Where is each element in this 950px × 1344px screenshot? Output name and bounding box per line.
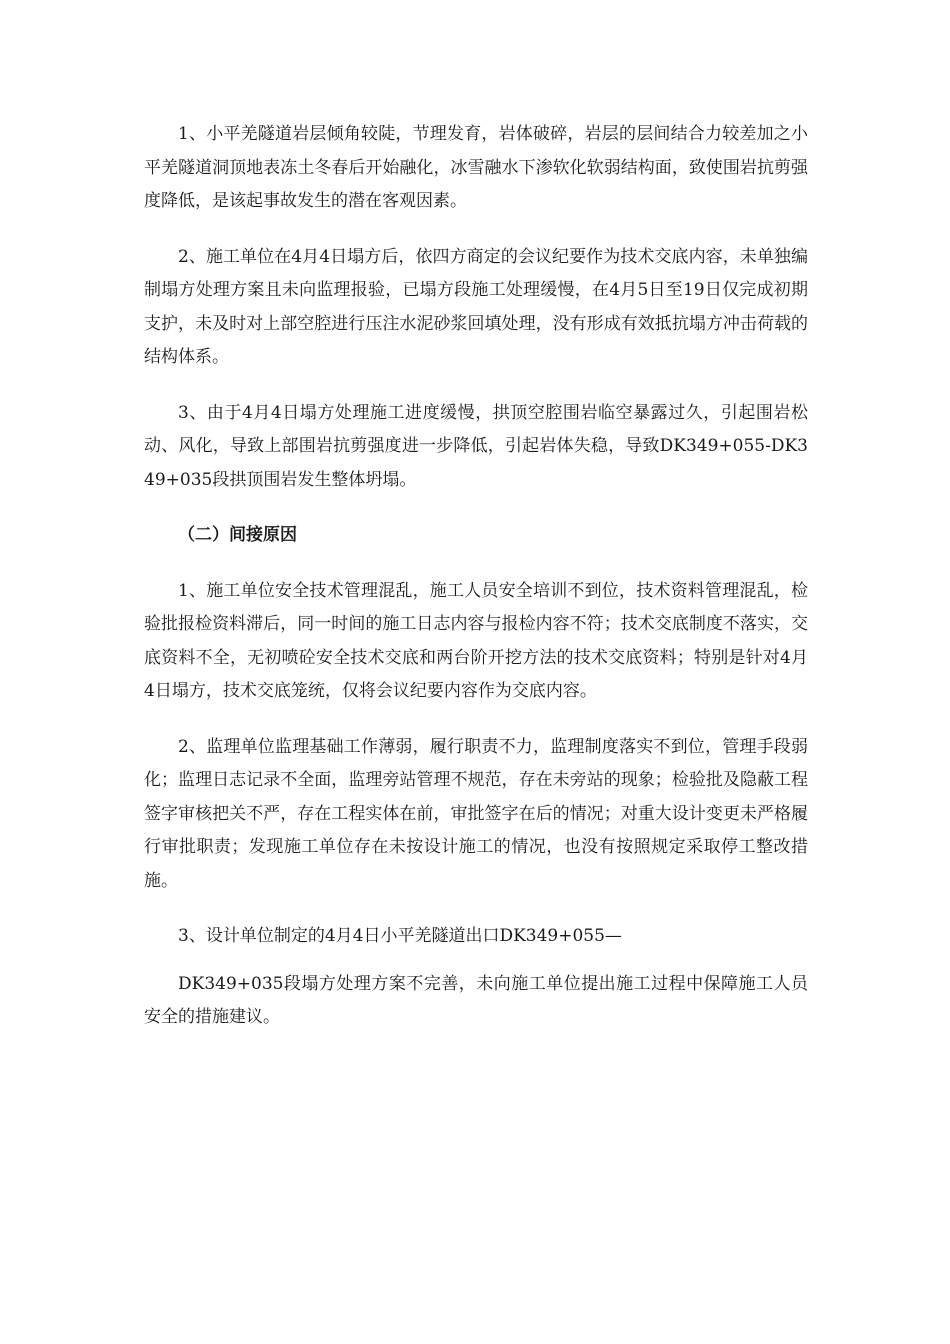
paragraph-indirect-cause-1: 1、施工单位安全技术管理混乱，施工人员安全培训不到位，技术资料管理混乱，检验批报检资料滞后，同一时间的施工日志内容与报检内容不符；技术交底制度不落实，交底资料不全，无初喷砼安全技术交底和两台阶开挖方法的技术交底资料；特别是针对4月4日塌方，技术交底笼统，仅将会议纪要内容作为交底内容。 [144, 580, 808, 701]
section-heading-indirect-causes: （二）间接原因 [178, 525, 297, 545]
paragraph-direct-cause-1: 1、小平羌隧道岩层倾角较陡，节理发育，岩体破碎，岩层的层间结合力较差加之小平羌隧道洞顶地表冻土冬春后开始融化，冰雪融水下渗软化软弱结构面，致使围岩抗剪强度降低，是该起事故发生的潜在客观因素。 [144, 124, 808, 211]
paragraph-indirect-cause-3-start: 3、设计单位制定的4月4日小平羌隧道出口DK349+055— [178, 926, 622, 946]
paragraph-direct-cause-2: 2、施工单位在4月4日塌方后，依四方商定的会议纪要作为技术交底内容，未单独编制塌方处理方案且未向监理报验，已塌方段施工处理缓慢，在4月5日至19日仅完成初期支护，未及时对上部空腔进行压注水泥砂浆回填处理，没有形成有效抵抗塌方冲击荷载的结构体系。 [144, 246, 808, 367]
paragraph-indirect-cause-2: 2、监理单位监理基础工作薄弱，履行职责不力，监理制度落实不到位，管理手段弱化；监理日志记录不全面，监理旁站管理不规范，存在未旁站的现象；检验批及隐蔽工程签字审核把关不严，存在工程实体在前，审批签字在后的情况；对重大设计变更未严格履行审批职责；发现施工单位存在未按设计施工的情况，也没有按照规定采取停工整改措施。 [144, 736, 808, 891]
document-page [144, 118, 808, 1057]
paragraph-indirect-cause-3-continued: DK349+035段塌方处理方案不完善，未向施工单位提出施工过程中保障施工人员安全的措施建议。 [144, 973, 808, 1027]
paragraph-direct-cause-3: 3、由于4月4日塌方处理施工进度缓慢，拱顶空腔围岩临空暴露过久，引起围岩松动、风化，导致上部围岩抗剪强度进一步降低，引起岩体失稳，导致DK349+055-DK349+035段拱顶围岩发生整体坍塌。 [144, 402, 808, 490]
